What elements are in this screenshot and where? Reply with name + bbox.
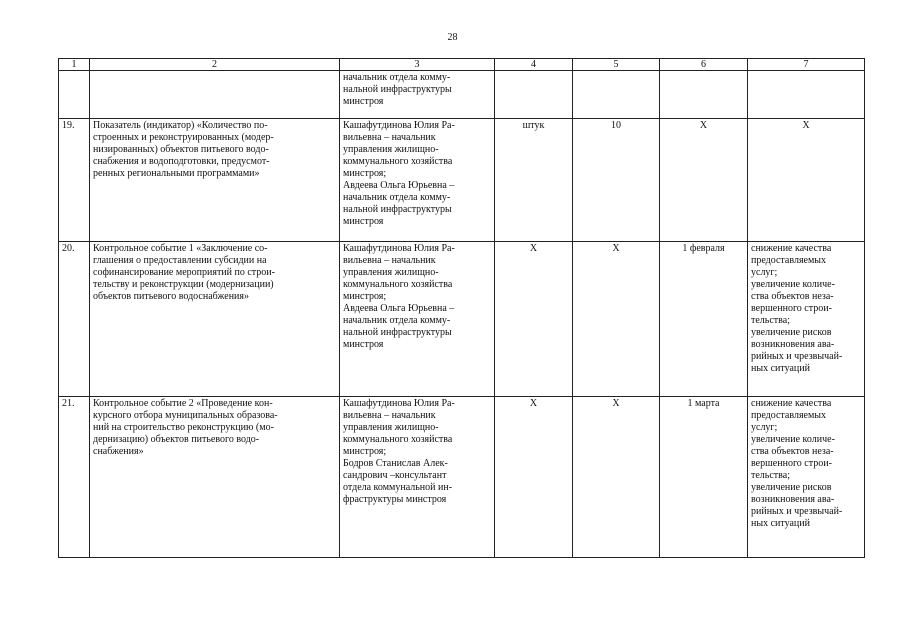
risk-cell: [748, 71, 865, 119]
responsible-cell: Кашафутдинова Юлия Ра- вильевна – начальник управления жилищно- коммунального хозяйства минстроя; Авдеева Ольга Юрьевна – начальник отдела комму- нальной инфраструктуры минстроя: [340, 242, 495, 397]
name-cell: Контрольное событие 2 «Проведение кон- курсного отбора муниципальных образова- ний на строительство реконструкцию (мо- дернизацию) объектов питьевого водо- снабжения»: [90, 397, 340, 558]
column-header: 3: [340, 59, 495, 71]
unit-cell: Х: [495, 242, 573, 397]
responsible-cell: Кашафутдинова Юлия Ра- вильевна – начальник управления жилищно- коммунального хозяйства минстроя; Авдеева Ольга Юрьевна – начальник отдела комму- нальной инфраструктуры минстроя: [340, 119, 495, 242]
date-cell: 1 марта: [660, 397, 748, 558]
row-number-cell: 19.: [59, 119, 90, 242]
name-cell: [90, 71, 340, 119]
risk-cell: снижение качества предоставляемых услуг; увеличение количе- ства объектов неза- вершенного строи- тельства; увеличение рисков возникновения ава- рийных и чрезвычай- ных ситуаций: [748, 242, 865, 397]
name-cell: Показатель (индикатор) «Количество по- строенных и реконструированных (модер- низированных) объектов питьевого водо- снабжения и водоподготовки, предусмот- ренных региональными программами»: [90, 119, 340, 242]
unit-cell: штук: [495, 119, 573, 242]
responsible-cell: начальник отдела комму- нальной инфраструктуры минстроя: [340, 71, 495, 119]
column-header: 7: [748, 59, 865, 71]
responsible-cell: Кашафутдинова Юлия Ра- вильевна – начальник управления жилищно- коммунального хозяйства минстроя; Бодров Станислав Алек- сандрович –консультант отдела коммунальной ин- фраструктуры минстроя: [340, 397, 495, 558]
column-header: 6: [660, 59, 748, 71]
value-cell: Х: [573, 242, 660, 397]
date-cell: 1 февраля: [660, 242, 748, 397]
table-row: [59, 242, 865, 397]
row-number-cell: 21.: [59, 397, 90, 558]
row-number-cell: 20.: [59, 242, 90, 397]
value-cell: Х: [573, 397, 660, 558]
risk-cell: снижение качества предоставляемых услуг; увеличение количе- ства объектов неза- вершенного строи- тельства; увеличение рисков возникновения ава- рийных и чрезвычай- ных ситуаций: [748, 397, 865, 558]
unit-cell: Х: [495, 397, 573, 558]
table-row: [59, 119, 865, 242]
document-table: [58, 58, 865, 558]
column-header: 2: [90, 59, 340, 71]
name-cell: Контрольное событие 1 «Заключение со- глашения о предоставлении субсидии на софинансирование мероприятий по строи- тельству и реконструкции (модернизации) объектов питьевого водоснабжения»: [90, 242, 340, 397]
page-number: 28: [447, 32, 458, 43]
table-row-continuation: [59, 71, 865, 119]
date-cell: Х: [660, 119, 748, 242]
table-row: [59, 397, 865, 558]
column-header: 1: [59, 59, 90, 71]
column-header: 5: [573, 59, 660, 71]
column-header: 4: [495, 59, 573, 71]
value-cell: 10: [573, 119, 660, 242]
date-cell: [660, 71, 748, 119]
row-number-cell: [59, 71, 90, 119]
unit-cell: [495, 71, 573, 119]
value-cell: [573, 71, 660, 119]
risk-cell: Х: [748, 119, 865, 242]
table-header-row: [59, 59, 865, 71]
